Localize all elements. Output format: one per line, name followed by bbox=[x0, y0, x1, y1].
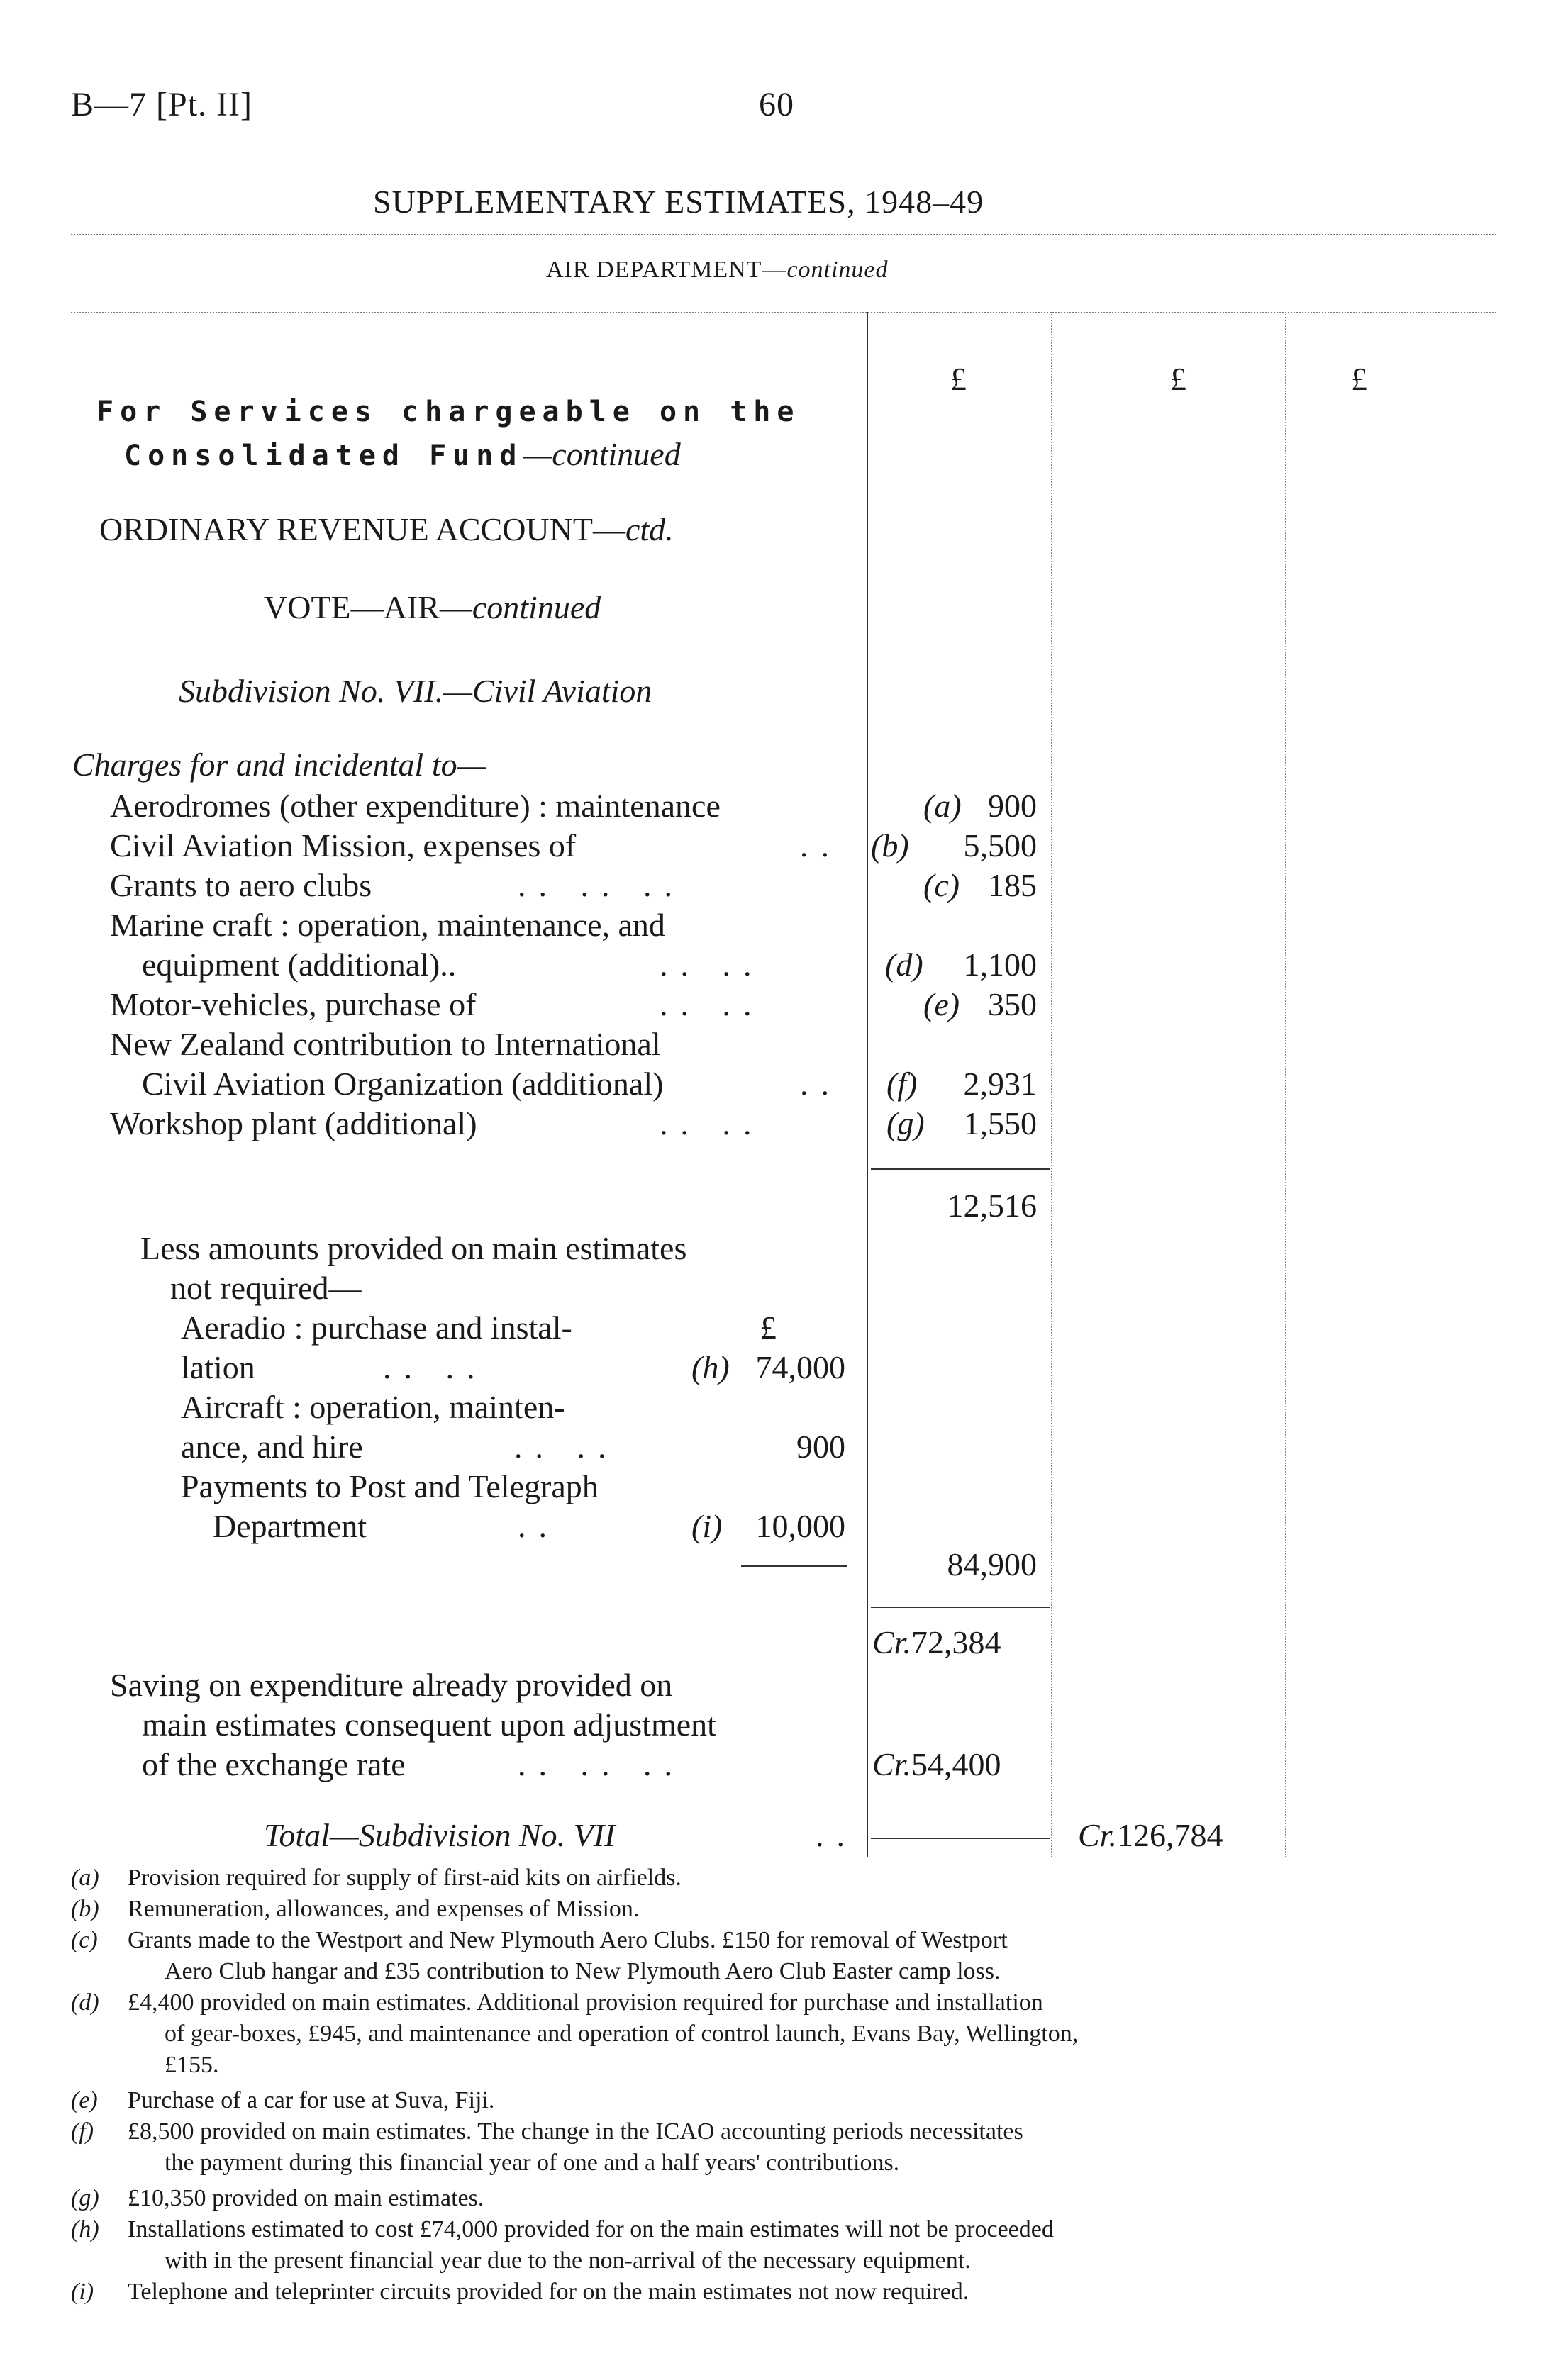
account-cont: ctd. bbox=[625, 511, 674, 547]
subdivision-heading: Subdivision No. VII.—Civil Aviation bbox=[179, 673, 652, 709]
saving-cr: Cr. bbox=[872, 1746, 911, 1782]
item-aero-clubs-ref: (c) bbox=[923, 867, 960, 903]
less-post-amount: 10,000 bbox=[755, 1508, 845, 1544]
saving-leaders: .. .. .. bbox=[518, 1746, 685, 1782]
less-aeradio-ref: (h) bbox=[691, 1349, 730, 1385]
item-workshop-leaders: .. .. bbox=[660, 1105, 764, 1141]
item-icao-amount: 2,931 bbox=[963, 1066, 1037, 1102]
footnote-h: Installations estimated to cost £74,000 provided for on the main estimates will not be proceeded bbox=[128, 2216, 1054, 2242]
saving-line-2: main estimates consequent upon adjustment bbox=[142, 1706, 716, 1743]
item-motor-vehicles: Motor-vehicles, purchase of bbox=[110, 986, 477, 1022]
item-motor-vehicles-leaders: .. .. bbox=[660, 986, 764, 1022]
report-code: B—7 [Pt. II] bbox=[71, 86, 252, 123]
section-fund: Consolidated Fund bbox=[124, 440, 523, 472]
net-rule bbox=[871, 1607, 1050, 1608]
less-aircraft-amount: 900 bbox=[796, 1429, 845, 1465]
department-name: AIR DEPARTMENT— bbox=[546, 257, 787, 283]
less-heading-line-2: not required— bbox=[170, 1270, 362, 1306]
footnote-c: Grants made to the Westport and New Plymouth Aero Clubs. £150 for removal of Westport bbox=[128, 1927, 1008, 1953]
footnote-a: Provision required for supply of first-aid kits on airfields. bbox=[128, 1865, 682, 1891]
column-rule-1 bbox=[867, 312, 868, 1857]
column-3-currency: £ bbox=[1351, 361, 1367, 397]
charges-subtotal: 12,516 bbox=[947, 1188, 1037, 1224]
department-heading bbox=[546, 257, 889, 284]
item-aerodromes: Aerodromes (other expenditure) : maintenance bbox=[110, 788, 721, 824]
table-top-rule bbox=[71, 312, 1496, 313]
vote-name: VOTE—AIR— bbox=[264, 589, 472, 625]
department-cont: continued bbox=[786, 257, 889, 283]
item-marine-craft: Marine craft : operation, maintenance, and bbox=[110, 907, 665, 943]
footnote-d-line-3: £155. bbox=[165, 2052, 219, 2078]
section-line-2 bbox=[124, 435, 681, 473]
less-aircraft: Aircraft : operation, mainten- bbox=[181, 1389, 565, 1425]
item-marine-craft-line-2: equipment (additional).. bbox=[142, 946, 457, 983]
footnote-f-tag: (f) bbox=[71, 2118, 94, 2145]
footnote-c-line-2: Aero Club hangar and £35 contribution to New Plymouth Aero Club Easter camp loss. bbox=[165, 1958, 1001, 1984]
column-1-currency: £ bbox=[950, 361, 967, 397]
footnote-c-tag: (c) bbox=[71, 1927, 98, 1953]
item-icao-ref: (f) bbox=[886, 1066, 918, 1102]
total-amount: 126,784 bbox=[1116, 1817, 1223, 1853]
footnote-b-tag: (b) bbox=[71, 1896, 99, 1922]
footnote-e-tag: (e) bbox=[71, 2087, 98, 2113]
less-rule bbox=[741, 1565, 847, 1567]
item-workshop: Workshop plant (additional) bbox=[110, 1105, 477, 1141]
net-amount-row bbox=[872, 1624, 1001, 1661]
less-post-telegraph: Payments to Post and Telegraph bbox=[181, 1468, 599, 1504]
item-aero-clubs-amount: 185 bbox=[988, 867, 1037, 903]
less-post-leaders: .. bbox=[518, 1508, 560, 1544]
section-line-1: For Services chargeable on the bbox=[96, 396, 801, 428]
item-mission-leaders: .. bbox=[800, 827, 842, 864]
footnote-b: Remuneration, allowances, and expenses of Mission. bbox=[128, 1896, 640, 1922]
saving-amount-row bbox=[872, 1745, 1001, 1783]
page-number: 60 bbox=[759, 86, 794, 123]
page-title: SUPPLEMENTARY ESTIMATES, 1948–49 bbox=[373, 184, 984, 220]
item-marine-craft-amount: 1,100 bbox=[963, 946, 1037, 983]
total-cr: Cr. bbox=[1078, 1817, 1117, 1853]
saving-line-1: Saving on expenditure already provided on bbox=[110, 1667, 673, 1703]
saving-amount: 54,400 bbox=[911, 1746, 1001, 1782]
less-aeradio-leaders: .. .. bbox=[383, 1349, 488, 1385]
item-aerodromes-ref: (a) bbox=[923, 788, 962, 824]
item-aerodromes-amount: 900 bbox=[988, 788, 1037, 824]
less-aeradio-amount: 74,000 bbox=[755, 1349, 845, 1385]
footnote-g-tag: (g) bbox=[71, 2185, 99, 2211]
net-amount: 72,384 bbox=[911, 1624, 1001, 1660]
footnote-d-line-2: of gear-boxes, £945, and maintenance and operation of control launch, Evans Bay, Wellington, bbox=[165, 2021, 1079, 2047]
item-motor-vehicles-ref: (e) bbox=[923, 986, 960, 1022]
total-leaders: .. bbox=[816, 1817, 857, 1853]
less-aircraft-line-2: ance, and hire bbox=[181, 1429, 363, 1465]
item-mission-ref: (b) bbox=[871, 827, 909, 864]
footnote-h-tag: (h) bbox=[71, 2216, 99, 2242]
item-aero-clubs: Grants to aero clubs bbox=[110, 867, 372, 903]
item-motor-vehicles-amount: 350 bbox=[988, 986, 1037, 1022]
footnote-i-tag: (i) bbox=[71, 2279, 94, 2305]
item-icao-leaders: .. bbox=[800, 1066, 842, 1102]
charges-heading: Charges for and incidental to— bbox=[72, 747, 486, 783]
total-rule bbox=[871, 1838, 1050, 1839]
footnote-g: £10,350 provided on main estimates. bbox=[128, 2185, 484, 2211]
column-rule-2 bbox=[1051, 312, 1052, 1857]
item-workshop-ref: (g) bbox=[886, 1105, 925, 1141]
footnote-a-tag: (a) bbox=[71, 1865, 99, 1891]
footnote-f-line-2: the payment during this financial year of one and a half years' contributions. bbox=[165, 2150, 900, 2176]
less-currency: £ bbox=[760, 1309, 777, 1346]
total-label: Total—Subdivision No. VII bbox=[264, 1817, 616, 1853]
item-aero-clubs-leaders: .. .. .. bbox=[518, 867, 685, 903]
item-icao-line-2: Civil Aviation Organization (additional) bbox=[142, 1066, 664, 1102]
account-name: ORDINARY REVENUE ACCOUNT— bbox=[99, 511, 625, 547]
saving-line-3: of the exchange rate bbox=[142, 1746, 406, 1782]
net-cr: Cr. bbox=[872, 1624, 911, 1660]
section-fund-cont: —continued bbox=[523, 436, 681, 472]
footnote-i: Telephone and teleprinter circuits provided for on the main estimates not now required. bbox=[128, 2279, 969, 2305]
item-marine-craft-leaders: .. .. bbox=[660, 946, 764, 983]
account-heading bbox=[99, 510, 674, 548]
item-workshop-amount: 1,550 bbox=[963, 1105, 1037, 1141]
item-mission-amount: 5,500 bbox=[963, 827, 1037, 864]
footnote-f: £8,500 provided on main estimates. The change in the ICAO accounting periods necessitates bbox=[128, 2118, 1023, 2145]
footnote-d: £4,400 provided on main estimates. Additional provision required for purchase and installation bbox=[128, 1989, 1043, 2016]
total-amount-row bbox=[1078, 1816, 1223, 1854]
item-mission: Civil Aviation Mission, expenses of bbox=[110, 827, 577, 864]
item-icao: New Zealand contribution to International bbox=[110, 1026, 661, 1062]
column-2-currency: £ bbox=[1170, 361, 1186, 397]
footnote-e: Purchase of a car for use at Suva, Fiji. bbox=[128, 2087, 495, 2113]
footnote-h-line-2: with in the present financial year due to the non-arrival of the necessary equipment. bbox=[165, 2247, 971, 2274]
less-post-ref: (i) bbox=[691, 1508, 723, 1544]
less-aircraft-leaders: .. .. bbox=[514, 1429, 619, 1465]
less-aeradio-line-2: lation bbox=[181, 1349, 255, 1385]
title-rule bbox=[71, 234, 1496, 235]
less-total: 84,900 bbox=[947, 1546, 1037, 1582]
less-post-telegraph-line-2: Department bbox=[213, 1508, 367, 1544]
vote-heading bbox=[264, 588, 601, 626]
less-heading-line-1: Less amounts provided on main estimates bbox=[140, 1230, 687, 1266]
item-marine-craft-ref: (d) bbox=[885, 946, 923, 983]
footnote-d-tag: (d) bbox=[71, 1989, 99, 2016]
vote-cont: continued bbox=[472, 589, 601, 625]
column-rule-3 bbox=[1285, 312, 1286, 1857]
subtotal-rule bbox=[871, 1168, 1050, 1170]
less-aeradio: Aeradio : purchase and instal- bbox=[181, 1309, 572, 1346]
